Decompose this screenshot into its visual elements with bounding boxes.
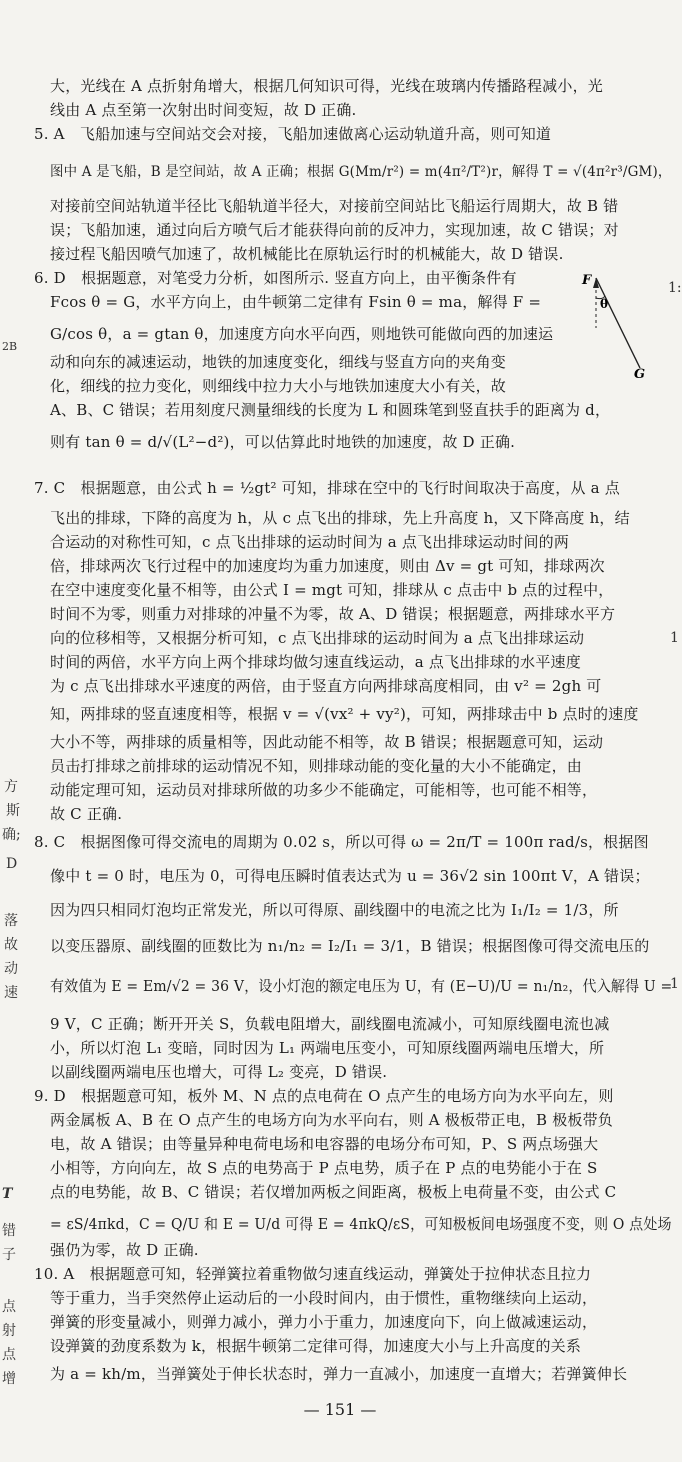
text-line: 两金属板 A、B 在 O 点产生的电场方向为水平向右，则 A 极板带正电，B 极板带负 (50, 1111, 613, 1129)
text-line: 有效值为 E = Em/√2 = 36 V，设小灯泡的额定电压为 U，有 (E−U)/U = n₁/n₂，代入解得 U = (50, 977, 673, 995)
margin-char: 确; (2, 827, 21, 843)
question-5-line: 5. A 飞船加速与空间站交会对接，飞船加速做离心运动轨道升高，则可知道 (34, 125, 552, 143)
margin-char: D (6, 856, 18, 872)
margin-char: 斯 (6, 803, 20, 819)
margin-char: 2B (2, 340, 18, 353)
angle-label-theta: θ (600, 297, 609, 311)
text-line: 误；飞船加速，通过向后方喷气后才能获得向前的反冲力，实现加速，故 C 错误；对 (50, 221, 619, 239)
text-line: 故 C 正确. (50, 805, 123, 823)
text-line: 电，故 A 错误；由等量异种电荷电场和电容器的电场分布可知，P、S 两点场强大 (50, 1135, 599, 1153)
text-line: 点的电势能，故 B、C 错误；若仅增加两板之间距离，极板上电荷量不变，由公式 C (50, 1183, 617, 1201)
margin-char: 子 (2, 1247, 16, 1263)
page-number: — 151 — (303, 1400, 377, 1419)
text-line: 为 a = kh/m，当弹簧处于伸长状态时，弹力一直减小，加速度一直增大；若弹簧伸长 (50, 1365, 628, 1383)
text-line: 等于重力，当手突然停止运动后的一小段时间内，由于惯性，重物继续向上运动， (50, 1289, 598, 1307)
text-line: 在空中速度变化量不相等，由公式 I = mgt 可知，排球从 c 点击中 b 点的过程中， (50, 581, 614, 599)
text-line: 接过程飞船因喷气加速了，故机械能比在原轨运行时的机械能大，故 D 错误. (50, 245, 564, 263)
margin-char: 错 (2, 1223, 16, 1239)
text-line: 向的位移相等，又根据分析可知，c 点飞出排球的运动时间为 a 点飞出排球运动 (50, 629, 585, 647)
question-6-line: 6. D 根据题意，对笔受力分析，如图所示. 竖直方向上，由平衡条件有 (34, 269, 517, 287)
margin-char: 落 (4, 913, 18, 929)
margin-char: 射 (2, 1323, 16, 1339)
question-10-line: 10. A 根据题意可知，轻弹簧拉着重物做匀速直线运动，弹簧处于拉伸状态且拉力 (34, 1265, 592, 1283)
text-line: 因为四只相同灯泡均正常发光，所以可得原、副线圈中的电流之比为 I₁/I₂ = 1/3，所 (50, 901, 619, 919)
text-line: 线由 A 点至第一次射出时间变短，故 D 正确. (50, 101, 357, 119)
margin-char: 方 (4, 779, 18, 795)
text-line: 对接前空间站轨道半径比飞船轨道半径大，对接前空间站比飞船运行周期大，故 B 错 (50, 197, 619, 215)
text-line: 图中 A 是飞船，B 是空间站，故 A 正确；根据 G(Mm/r²) = m(4π²/T²)r，解得 T = √(4π²r³/GM)， (50, 164, 672, 180)
text-line: 9 V，C 正确；断开开关 S，负载电阻增大，副线圈电流减小，可知原线圈电流也减 (50, 1015, 610, 1033)
text-line: 以变压器原、副线圈的匝数比为 n₁/n₂ = I₂/I₁ = 3/1，B 错误；根据图像可得交流电压的 (50, 937, 650, 955)
margin-char: 点 (2, 1299, 16, 1315)
text-line: 知，两排球的竖直速度相等，根据 v = √(vx² + vy²)，可知，两排球击中 b 点时的速度 (50, 705, 639, 723)
text-line: 小相等，方向向左，故 S 点的电势高于 P 点电势，质子在 P 点的电势能小于在 S (50, 1159, 598, 1177)
text-line: 则有 tan θ = d/√(L²−d²)，可以估算此时地铁的加速度，故 D 正确. (50, 433, 516, 451)
text-line: 倍，排球两次飞行过程中的加速度均为重力加速度，则由 Δv = gt 可知，排球两次 (50, 557, 605, 575)
margin-char: 1 (670, 630, 679, 646)
margin-char: 速 (4, 985, 18, 1001)
margin-char: 增 (2, 1371, 16, 1387)
text-line: 设弹簧的劲度系数为 k，根据牛顿第二定律可得，加速度大小与上升高度的关系 (50, 1337, 582, 1355)
text-line: 时间的两倍，水平方向上两个排球均做匀速直线运动，a 点飞出排球的水平速度 (50, 653, 581, 671)
text-line: A、B、C 错误；若用刻度尺测量细线的长度为 L 和圆珠笔到竖直扶手的距离为 d， (50, 401, 611, 419)
text-line: 大小不等，两排球的质量相等，因此动能不相等，故 B 错误；根据题意可知，运动 (50, 733, 604, 751)
margin-char: 1: (668, 280, 682, 296)
text-line: 小，所以灯泡 L₁ 变暗，同时因为 L₁ 两端电压变小，可知原线圈两端电压增大，所 (50, 1039, 605, 1057)
text-line: 合运动的对称性可知，c 点飞出排球的运动时间为 a 点飞出排球运动时间的两 (50, 533, 570, 551)
text-line: = εS/4πkd，C = Q/U 和 E = U/d 可得 E = 4πkQ/εS，可知极板间电场强度不变，则 O 点处场 (50, 1215, 672, 1233)
margin-char: 动 (4, 961, 18, 977)
margin-char: 故 (4, 937, 18, 953)
text-line: Fcos θ = G，水平方向上，由牛顿第二定律有 Fsin θ = ma，解得 F = (50, 293, 542, 311)
force-label-G: G (634, 367, 646, 382)
text-line: 以副线圈两端电压也增大，可得 L₂ 变亮，D 错误. (50, 1063, 388, 1081)
text-line: 像中 t = 0 时，电压为 0，可得电压瞬时值表达式为 u = 36√2 sin 100πt V，A 错误； (50, 867, 650, 885)
text-line: 大，光线在 A 点折射角增大，根据几何知识可得，光线在玻璃内传播路程减小，光 (50, 77, 603, 95)
text-line: 动能定理可知，运动员对排球所做的功多少不能确定，可能相等，也可能不相等， (50, 781, 598, 799)
text-line: 化，细线的拉力变化，则细线中拉力大小与地铁加速度大小有关，故 (50, 377, 507, 395)
question-8-line: 8. C 根据图像可得交流电的周期为 0.02 s，所以可得 ω = 2π/T = 100π rad/s，根据图 (34, 833, 649, 851)
margin-char: T (2, 1186, 13, 1202)
question-9-line: 9. D 根据题意可知，板外 M、N 点的点电荷在 O 点产生的电场方向为水平向左，则 (34, 1087, 614, 1105)
text-line: 弹簧的形变量减小，则弹力减小，弹力小于重力，加速度向下，向上做减速运动， (50, 1313, 598, 1331)
text-line: G/cos θ，a = gtan θ，加速度方向水平向西，则地铁可能做向西的加速运 (50, 325, 554, 343)
force-label-F: F (582, 273, 592, 288)
force-diagram (578, 268, 658, 380)
margin-char: 点 (2, 1347, 16, 1363)
text-line: 动和向东的减速运动，地铁的加速度变化，细线与竖直方向的夹角变 (50, 353, 507, 371)
text-line: 员击打排球之前排球的运动情况不知，则排球动能的变化量的大小不能确定，由 (50, 757, 583, 775)
text-line: 时间不为零，则重力对排球的冲量不为零，故 A、D 错误；根据题意，两排球水平方 (50, 605, 616, 623)
text-line: 飞出的排球，下降的高度为 h，从 c 点飞出的排球，先上升高度 h，又下降高度 h，结 (50, 509, 630, 527)
question-7-line: 7. C 根据题意，由公式 h = ½gt² 可知，排球在空中的飞行时间取决于高度，从 a 点 (34, 479, 620, 497)
text-line: 强仍为零，故 D 正确. (50, 1241, 199, 1259)
margin-char: 1 (670, 976, 679, 992)
text-line: 为 c 点飞出排球水平速度的两倍，由于竖直方向两排球高度相同，由 v² = 2gh 可 (50, 677, 602, 695)
